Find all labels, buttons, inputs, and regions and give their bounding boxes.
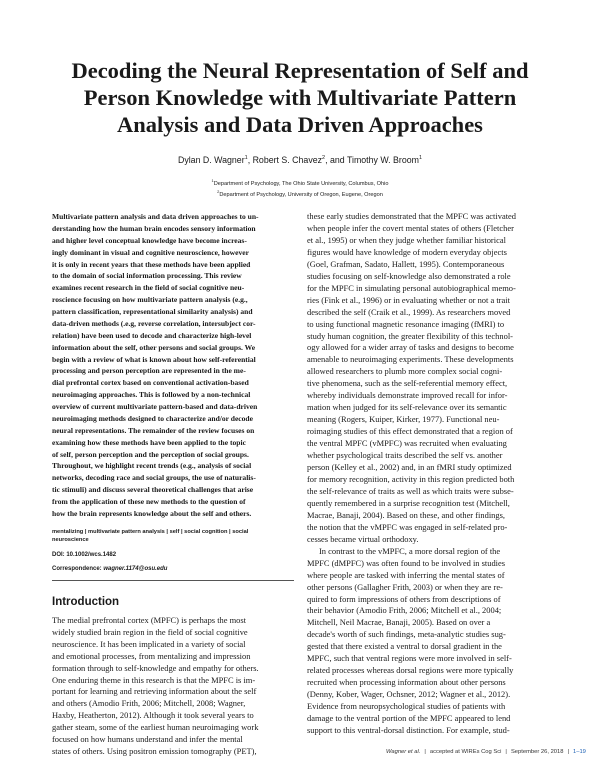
text-line: widely studied brain region in the field of social cognitive	[52, 626, 248, 637]
text-line: ogy allowed for a wider array of tasks and designs to become	[307, 342, 514, 353]
affiliation	[40, 188, 560, 199]
page-footer	[386, 749, 586, 755]
abstract-line: tic stimuli) and discuss several theoretical challenges that arise	[52, 485, 254, 495]
text-line: other persons (Gallagher Frith, 2003) or when they are re-	[307, 581, 503, 592]
text-line: ries (Fink et al., 1996) or in evaluating whether or not a trait	[307, 294, 510, 305]
abstract-line: examining how these methods have been applied to the topic	[52, 437, 246, 447]
author-name: Dylan D. Wagner	[177, 155, 245, 165]
abstract-line: examines recent research in the field of social cognitive neu-	[52, 283, 245, 293]
affiliation	[40, 177, 560, 188]
author-name: Robert S. Chavez	[252, 155, 323, 165]
text-line: figures would have knowledge of modern everyday objects	[307, 246, 507, 257]
abstract-line: how the brain represents knowledge about the self and others.	[52, 508, 252, 518]
text-line: quired to form impressions of others from descriptions of	[307, 593, 501, 604]
text-line: person (Kelley et al., 2002) and, in an fMRI study optimized	[307, 462, 512, 473]
text-line: MPFC, such that ventral regions were more involved in self-	[307, 653, 512, 664]
author-list	[40, 155, 560, 165]
text-line: Haxby, Heatherton, 2012). Although it took several years to	[52, 710, 254, 721]
abstract-line: information about the self, other persons and social groups. We	[52, 342, 256, 352]
footer-page-number: 1–19	[573, 749, 586, 755]
text-line: formation through to self-knowledge and empathy for others.	[52, 662, 259, 673]
abstract-line: dial prefrontal cortex based on conventional activation-based	[52, 378, 249, 388]
abstract-line: pattern classification, representational similarity analysis) and	[52, 307, 253, 316]
author-name: Timothy W. Broom	[346, 155, 419, 165]
abstract-line: and higher level conceptual knowledge have become increas-	[52, 235, 247, 245]
text-line: tive phenomena, such as the self-referential memory effect,	[307, 378, 508, 389]
footer-separator: |	[424, 749, 426, 755]
author-affil-mark: 1	[244, 155, 248, 162]
text-line: and emotional processes, from mentalizing and impression	[52, 650, 251, 661]
text-line: portant for learning and retrieving information about the self	[52, 686, 257, 697]
affiliation-text: Department of Psychology, University of Oregon, Eugene, Oregon	[219, 191, 383, 198]
text-line: states of others. Using positron emission tomography (PET),	[52, 746, 257, 757]
text-line: et al., 1995) or when they judge whether familiar historical	[307, 234, 506, 245]
divider	[52, 580, 294, 581]
text-line: Evidence from neuropsychological studies of patients with	[307, 701, 506, 712]
abstract-line: neuroimaging approaches. This is followed by a non-technical	[52, 390, 251, 400]
abstract-line: from the application of these new methods to the question of	[52, 497, 246, 506]
affiliation-mark: 1	[211, 178, 214, 183]
affiliations	[40, 177, 560, 199]
footer-separator: |	[567, 749, 569, 755]
author-separator: , and	[325, 155, 347, 165]
text-line: quently remembered in a surprise recognition test (Mitchell,	[307, 497, 510, 508]
section-heading-introduction: Introduction	[52, 595, 120, 608]
text-line: the ventral MPFC (vMPFC) was recruited when evaluating	[307, 438, 507, 449]
text-line: In contrast to the vMPFC, a more dorsal region of the	[319, 545, 501, 556]
author-separator: ,	[247, 155, 253, 165]
text-line: whether psychological traits described the self vs. another	[307, 450, 503, 461]
text-line: to using functional magnetic resonance imaging (fMRI) to	[307, 318, 505, 329]
text-line: whereby individuals demonstrate improved recall for infor-	[307, 390, 508, 401]
abstract	[52, 211, 294, 520]
title-line: Person Knowledge with Multivariate Pattern	[83, 85, 517, 110]
correspondence	[52, 566, 294, 572]
abstract-line: roscience focusing on how multivariate pattern analysis (e.g.,	[52, 295, 248, 305]
text-line: Macrae, Banaji, 2004). Based on these, and other findings,	[307, 509, 505, 520]
footer-separator: |	[505, 749, 507, 755]
text-line: studies focusing on self-knowledge also demonstrated a role	[307, 270, 511, 281]
text-line: focused on how humans understand and infer the mental	[52, 734, 243, 745]
abstract-line: processing and person perception are represented in the me-	[52, 366, 246, 376]
abstract-line: of self, person perception and the perception of social groups.	[52, 449, 249, 459]
text-line: where people are tasked with inferring the mental states of	[307, 569, 505, 580]
abstract-line: to the domain of social information processing. This review	[52, 271, 242, 281]
body-paragraph	[307, 546, 549, 737]
affiliation-text: Department of Psychology, The Ohio State University, Columbus, Ohio	[213, 180, 389, 187]
keywords-line: mentalizing | multivariate pattern analysis | self | social cognition | social	[52, 528, 249, 535]
text-line: related processes whereas dorsal regions were more typically	[307, 665, 514, 676]
text-line: gested that there existed a ventral to dorsal gradient in the	[307, 641, 502, 652]
text-line: study human cognition, the greater flexibility of this technol-	[307, 330, 513, 341]
abstract-line: derstanding how the human brain encodes sensory information	[52, 223, 256, 233]
text-line: allowed researchers to plumb more complex social cogni-	[307, 366, 503, 377]
abstract-line: Multivariate pattern analysis and data driven approaches to un-	[52, 212, 259, 221]
intro-paragraph	[52, 615, 294, 758]
abstract-line: ingly dominant in visual and cognitive neuroscience, however	[52, 247, 249, 257]
abstract-line: overview of current multivariate pattern-based and data-driven	[52, 402, 258, 411]
footer-accepted: accepted at WIREs Cog Sci	[429, 749, 502, 755]
text-line: recruited when processing information about other persons	[307, 677, 506, 688]
abstract-line: data-driven methods (.e.g, reverse correlation, intersubject cor-	[52, 318, 256, 328]
text-line: damage to the ventral portion of the MPFC appeared to lend	[307, 713, 511, 724]
doi: DOI: 10.1002/wcs.1482	[52, 551, 117, 558]
abstract-line: neuroimaging methods designed to characterize and/or decode	[52, 413, 253, 423]
text-line: neuroscience. It has been implicated in a variety of social	[52, 638, 246, 649]
footer-date: September 26, 2018	[510, 749, 564, 755]
author-affil-mark: 1	[418, 155, 423, 162]
abstract-line: relation) have been used to decode and characterize high-level	[52, 330, 252, 340]
text-line: when people infer the covert mental states of others (Fletcher	[307, 222, 514, 233]
title-line: Analysis and Data Driven Approaches	[117, 112, 483, 137]
text-line: roimaging studies of this effect demonstrated that a region of	[307, 426, 513, 437]
text-line: MPFC (dMPFC) was often found to be involved in studies	[307, 557, 506, 568]
title-line: Decoding the Neural Representation of Self and	[71, 58, 529, 83]
text-line: meaning (Rogers, Kuiper, Kirker, 1977). Functional neu-	[307, 414, 500, 425]
abstract-line: begin with a review of what is known about how self-referential	[52, 354, 256, 364]
affiliation-mark: 2	[217, 188, 220, 194]
author-affil-mark: 2	[322, 155, 326, 162]
text-line: The medial prefrontal cortex (MPFC) is perhaps the most	[52, 614, 247, 625]
abstract-line: Throughout, we highlight recent trends (e.g., analysis of social	[52, 461, 252, 471]
text-line: for memory recognition, activity in this region predicted both	[307, 473, 515, 484]
text-line: mation when judged for its self-relevance over its semantic	[307, 402, 507, 413]
correspondence-email[interactable]: wagner.1174@osu.edu	[103, 565, 168, 572]
text-line: gather steam, some of the earliest human neuroimaging work	[52, 722, 259, 733]
left-column	[52, 211, 294, 758]
abstract-line: neural representations. The remainder of the review focuses on	[52, 425, 255, 435]
text-line: for the MPFC in simulating personal autobiographical memo-	[307, 282, 516, 293]
text-line: (Denny, Kober, Wager, Ochsner, 2012; Wagner et al., 2012).	[307, 689, 511, 700]
text-line: cesses became virtual orthodoxy.	[307, 533, 419, 544]
text-line: these early studies demonstrated that the MPFC was activated	[307, 211, 517, 221]
right-column	[307, 211, 549, 737]
text-line: their behavior (Amodio Frith, 2006; Mitchell et al., 2004;	[307, 605, 502, 616]
text-line: (Goel, Grafman, Sadato, Hallett, 1995). Contemporaneous	[307, 258, 505, 269]
text-line: the self-relevance of traits as well as which traits were subse-	[307, 485, 514, 496]
paper-title	[40, 57, 560, 138]
text-line: amenable to neuroimaging experiments. These developments	[307, 354, 514, 365]
body-paragraph	[307, 211, 549, 546]
text-line: the notion that the vMPFC was engaged in self-related pro-	[307, 521, 508, 532]
text-line: decade's worth of such findings, meta-analytic studies sug-	[307, 629, 506, 640]
correspondence-label: Correspondence:	[52, 565, 104, 572]
keywords	[52, 528, 294, 544]
text-line: One enduring theme in this research is that the MPFC is im-	[52, 674, 256, 685]
text-line: described the self (Craik et al., 1999). As researchers moved	[307, 306, 511, 317]
text-line: support to this ventral-dorsal distinction. For example, stud-	[307, 724, 510, 735]
abstract-line: networks, decoding race and social groups, the use of naturalis-	[52, 473, 256, 483]
footer-author: Wagner et al.	[386, 749, 421, 755]
text-line: Mitchell, Neil Macrae, Banaji, 2005). Based on over a	[307, 617, 491, 628]
text-line: and others (Amodio Frith, 2006; Mitchell, 2008; Wagner,	[52, 698, 246, 709]
abstract-line: it is only in recent years that these methods have been applied	[52, 259, 251, 269]
keywords-line: neuroscience	[52, 536, 89, 543]
